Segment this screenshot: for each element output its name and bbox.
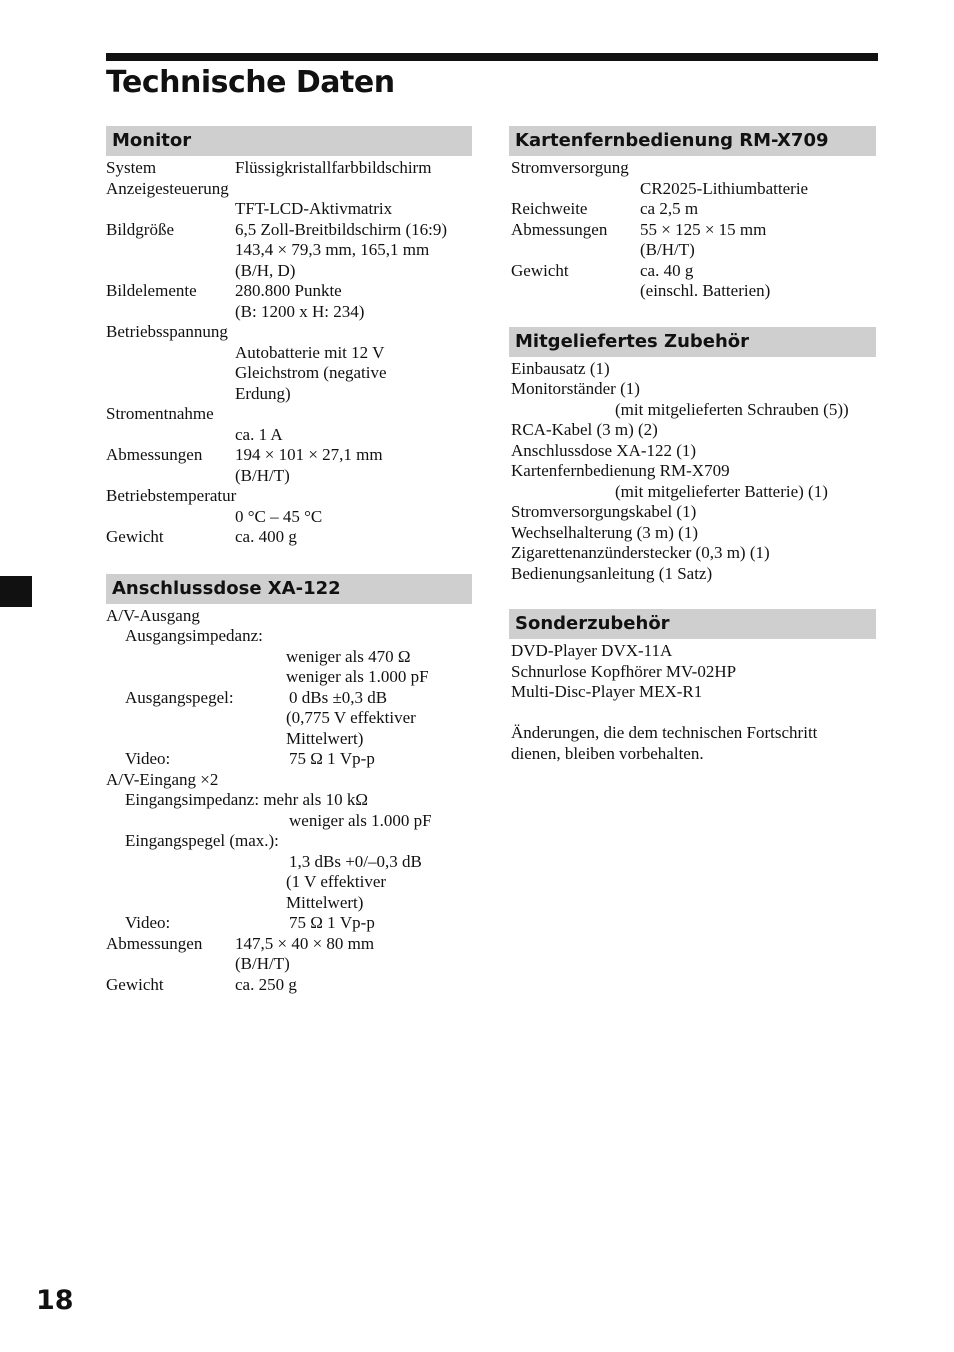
list-item: (mit mitgelieferter Batterie) (1) [615, 481, 828, 501]
spec-row: Abmessungen 147,5 × 40 × 80 mm [106, 933, 375, 953]
spec-row: Video: 75 Ω 1 Vp-p [125, 749, 375, 768]
spec-row: Bildelemente 280.800 Punkte [106, 281, 342, 300]
list-item: RCA-Kabel (3 m) (2) [511, 420, 658, 439]
list-item: Wechselhalterung (3 m) (1) [511, 522, 698, 542]
spec-row: Reichweite ca 2,5 m [511, 199, 699, 218]
spec-row: 1,3 dBs +0/–0,3 dB [289, 851, 422, 871]
spec-row: 0 °C – 45 °C [235, 506, 323, 526]
spec-row: weniger als 470 Ω [286, 646, 411, 666]
spec-row: Anzeigesteuerung [106, 178, 229, 198]
spec-row: TFT-LCD-Aktivmatrix [235, 199, 393, 218]
spec-row: A/V-Eingang ×2 [106, 769, 219, 789]
spec-row: Autobatterie mit 12 V [235, 342, 385, 362]
section-heading-accessories: Mitgeliefertes Zubehör [509, 327, 876, 357]
spec-row: weniger als 1.000 pF [289, 810, 432, 830]
spec-row: Gewicht ca. 250 g [106, 974, 297, 994]
spec-row: Ausgangsimpedanz: [125, 626, 263, 645]
spec-row: (B/H/T) [640, 240, 695, 259]
left-column [106, 126, 472, 995]
spec-row: Eingangsimpedanz: mehr als 10 kΩ [125, 790, 369, 809]
spec-row: Gleichstrom (negative [235, 363, 387, 382]
list-item: Anschlussdose XA-122 (1) [511, 440, 697, 460]
monitor-specs [106, 158, 472, 548]
spec-row: System Flüssigkristallfarbbildschirm [106, 158, 432, 177]
list-item: DVD-Player DVX-11A [511, 641, 673, 660]
spec-row: (einschl. Batterien) [640, 281, 771, 300]
section-heading-remote: Kartenfernbedienung RM-X709 [509, 126, 876, 156]
spec-row: (B/H, D) [235, 260, 296, 280]
spec-row: Gewicht ca. 400 g [106, 527, 297, 546]
spec-row: Stromversorgung [511, 158, 629, 177]
list-item: (mit mitgelieferten Schrauben (5)) [615, 399, 849, 419]
section-heading-optional: Sonderzubehör [509, 609, 876, 639]
anschlussdose-specs [106, 606, 472, 996]
spec-row: Mittelwert) [286, 728, 364, 748]
section-heading-monitor: Monitor [106, 126, 472, 156]
spec-row: weniger als 1.000 pF [286, 667, 429, 686]
note-line: Änderungen, die dem technischen Fortschritt [511, 723, 818, 742]
spec-row: (0,775 V effektiver [286, 708, 416, 727]
optional-list [511, 641, 877, 764]
spec-row: Erdung) [235, 383, 291, 403]
spec-row: Stromentnahme [106, 404, 214, 423]
spec-row: (B/H/T) [235, 465, 290, 485]
list-item: Einbausatz (1) [511, 358, 610, 378]
note-line: dienen, bleiben vorbehalten. [511, 743, 704, 763]
spec-row: Video: 75 Ω 1 Vp-p [125, 913, 375, 932]
accessories-list [511, 359, 877, 585]
spec-row: ca. 1 A [235, 424, 283, 444]
spec-row: (1 V effektiver [286, 872, 387, 891]
list-item: Kartenfernbedienung RM-X709 [511, 461, 730, 480]
page-title: Technische Daten [106, 65, 395, 100]
spec-row: Mittelwert) [286, 892, 364, 912]
list-item: Bedienungsanleitung (1 Satz) [511, 563, 713, 583]
section-heading-anschlussdose: Anschlussdose XA-122 [106, 574, 472, 604]
spec-row: Bildgröße 6,5 Zoll-Breitbildschirm (16:9) [106, 219, 447, 239]
remote-specs [511, 158, 877, 302]
spec-row: A/V-Ausgang [106, 605, 200, 625]
spec-row: Abmessungen 55 × 125 × 15 mm [511, 219, 767, 239]
spec-row: Abmessungen 194 × 101 × 27,1 mm [106, 445, 383, 464]
list-item: Schnurlose Kopfhörer MV-02HP [511, 661, 737, 681]
list-item: Multi-Disc-Player MEX-R1 [511, 682, 703, 701]
spec-row: CR2025-Lithiumbatterie [640, 178, 809, 198]
right-column [511, 126, 877, 764]
spec-row: (B: 1200 x H: 234) [235, 301, 365, 321]
list-item: Monitorständer (1) [511, 379, 640, 398]
page-number: 18 [36, 1285, 74, 1316]
spec-row: Gewicht ca. 40 g [511, 260, 694, 280]
spec-row: Ausgangspegel: 0 dBs ±0,3 dB [125, 687, 388, 707]
spec-row: Betriebstemperatur [106, 486, 237, 505]
spec-row: 143,4 × 79,3 mm, 165,1 mm [235, 240, 430, 259]
list-item: Zigarettenanzünderstecker (0,3 m) (1) [511, 543, 770, 562]
title-rule [106, 53, 878, 61]
spec-row: Betriebsspannung [106, 322, 228, 341]
spec-row: Eingangspegel (max.): [125, 831, 279, 850]
spec-row: (B/H/T) [235, 954, 290, 973]
list-item: Stromversorgungskabel (1) [511, 502, 697, 521]
section-tab-marker [0, 576, 32, 607]
